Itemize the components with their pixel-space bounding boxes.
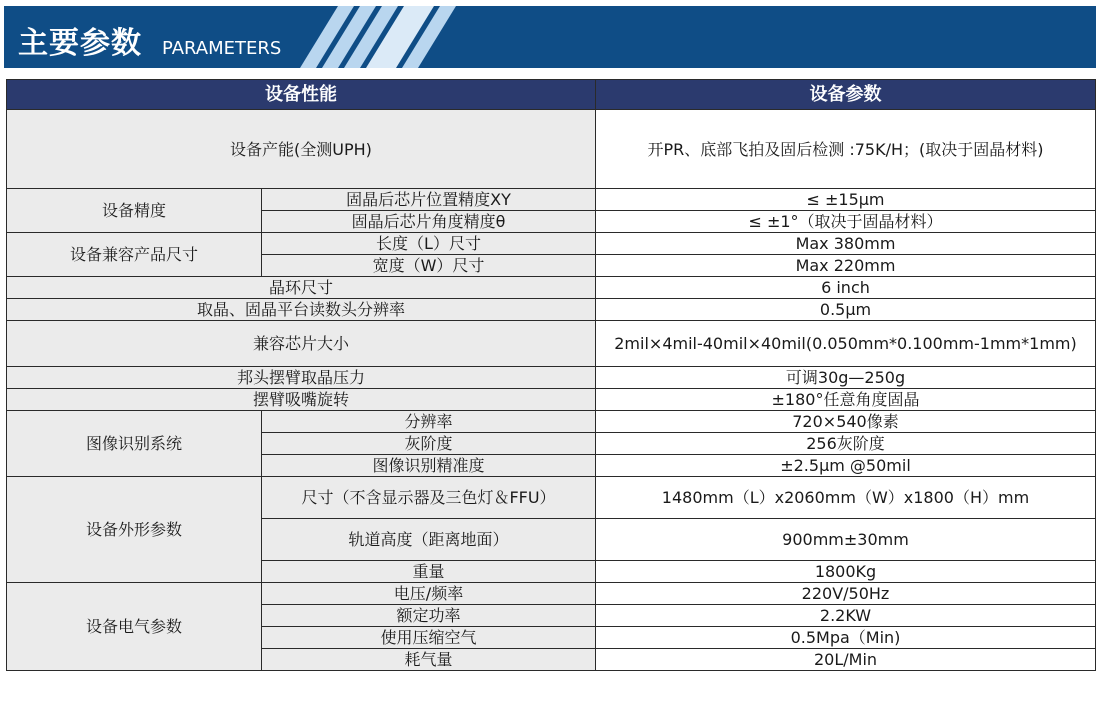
- row-label: 晶环尺寸: [7, 277, 596, 299]
- header-banner: [4, 6, 1096, 68]
- row-group-label: 设备电气参数: [7, 583, 262, 671]
- row-label: 宽度（W）尺寸: [262, 255, 596, 277]
- row-group-label: 设备外形参数: [7, 477, 262, 583]
- row-label: 轨道高度（距离地面）: [262, 519, 596, 561]
- row-value: 可调30g—250g: [596, 367, 1096, 389]
- table-row: [7, 389, 1096, 411]
- table-header-row: [7, 80, 1096, 110]
- row-label: 电压/频率: [262, 583, 596, 605]
- row-value: ≤ ±15μm: [596, 189, 1096, 211]
- row-label: 摆臂吸嘴旋转: [7, 389, 596, 411]
- row-label: 耗气量: [262, 649, 596, 671]
- table-row: [7, 189, 1096, 211]
- page-title: 主要参数: [18, 26, 142, 61]
- row-label: 设备产能(全测UPH): [7, 110, 596, 189]
- row-value: ±180°任意角度固晶: [596, 389, 1096, 411]
- row-group-label: 设备精度: [7, 189, 262, 233]
- row-label: 固晶后芯片角度精度θ: [262, 211, 596, 233]
- row-value: 1800Kg: [596, 561, 1096, 583]
- table-row: [7, 110, 1096, 189]
- page-subtitle: PARAMETERS: [162, 38, 282, 59]
- row-label: 邦头摆臂取晶压力: [7, 367, 596, 389]
- row-value: 720×540像素: [596, 411, 1096, 433]
- table-row: [7, 277, 1096, 299]
- table-row: [7, 477, 1096, 519]
- row-value: 900mm±30mm: [596, 519, 1096, 561]
- row-value: 0.5Mpa（Min): [596, 627, 1096, 649]
- row-group-label: 设备兼容产品尺寸: [7, 233, 262, 277]
- row-label: 尺寸（不含显示器及三色灯＆FFU）: [262, 477, 596, 519]
- row-label: 灰阶度: [262, 433, 596, 455]
- column-header-parameters: 设备参数: [596, 80, 1096, 110]
- row-value: 6 inch: [596, 277, 1096, 299]
- row-value: 20L/Min: [596, 649, 1096, 671]
- row-label: 额定功率: [262, 605, 596, 627]
- row-value: 1480mm（L）x2060mm（W）x1800（H）mm: [596, 477, 1096, 519]
- table-row: [7, 367, 1096, 389]
- row-label: 使用压缩空气: [262, 627, 596, 649]
- table-row: [7, 583, 1096, 605]
- row-value: Max 220mm: [596, 255, 1096, 277]
- row-value: 2mil×4mil-40mil×40mil(0.050mm*0.100mm-1mm*1mm): [596, 321, 1096, 367]
- row-label: 重量: [262, 561, 596, 583]
- row-value: 2.2KW: [596, 605, 1096, 627]
- parameters-table: [6, 79, 1096, 671]
- row-label: 取晶、固晶平台读数头分辨率: [7, 299, 596, 321]
- table-row: [7, 411, 1096, 433]
- row-group-label: 图像识别系统: [7, 411, 262, 477]
- table-row: [7, 321, 1096, 367]
- table-row: [7, 233, 1096, 255]
- row-label: 兼容芯片大小: [7, 321, 596, 367]
- row-value: ±2.5μm @50mil: [596, 455, 1096, 477]
- row-value: 0.5μm: [596, 299, 1096, 321]
- row-value: 220V/50Hz: [596, 583, 1096, 605]
- table-row: [7, 299, 1096, 321]
- row-value: Max 380mm: [596, 233, 1096, 255]
- row-value: ≤ ±1°（取决于固晶材料）: [596, 211, 1096, 233]
- row-value: 开PR、底部飞拍及固后检测 :75K/H；(取决于固晶材料): [596, 110, 1096, 189]
- column-header-performance: 设备性能: [7, 80, 596, 110]
- row-label: 分辨率: [262, 411, 596, 433]
- row-label: 固晶后芯片位置精度XY: [262, 189, 596, 211]
- row-value: 256灰阶度: [596, 433, 1096, 455]
- row-label: 长度（L）尺寸: [262, 233, 596, 255]
- row-label: 图像识别精准度: [262, 455, 596, 477]
